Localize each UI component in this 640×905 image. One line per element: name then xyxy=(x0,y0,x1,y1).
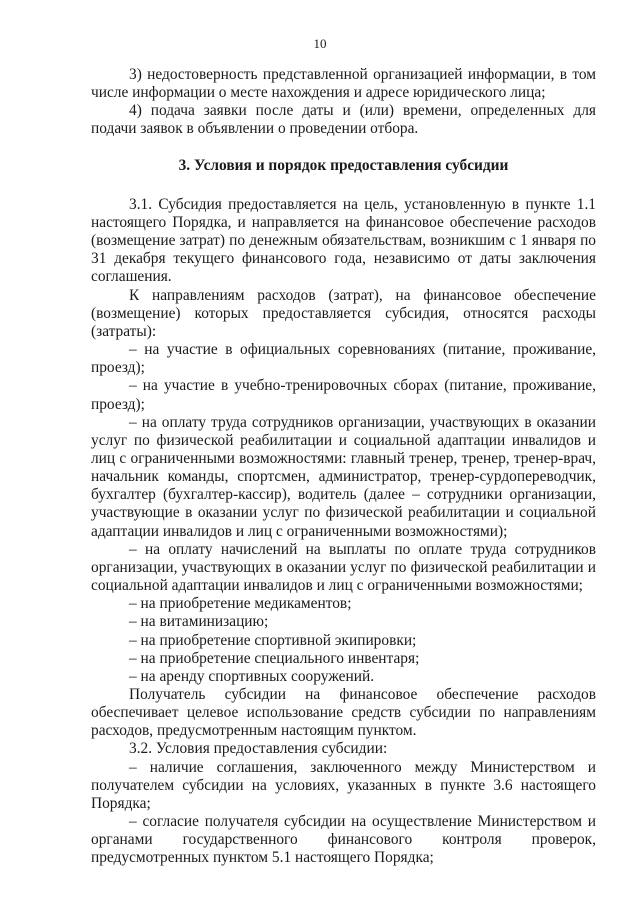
list-item-competitions: – на участие в официальных соревнованиях (питание, проживание, проезд); xyxy=(91,341,596,377)
paragraph-item-4: 4) подача заявки после даты и (или) времени, определенных для подачи заявок в объявлении о проведении отбора. xyxy=(91,102,596,138)
document-body xyxy=(91,66,596,868)
list-item-consent: – согласие получателя субсидии на осуществление Министерством и органами государственного финансового контроля проверок, предусмотренных пунктом 5.1 настоящего Порядка; xyxy=(91,813,596,867)
list-item-staff-salary: – на оплату труда сотрудников организации, участвующих в оказании услуг по физической реабилитации и социальной адаптации инвалидов и лиц с ограниченными возможностями: главный тренер, тренер, тренер-врач, начальник команды, спортсмен, администратор, тренер-сурдопереводчик, бухгалтер (бухгалтер-кассир), водитель (далее – сотрудники организации, участвующие в оказании услуг по физической реабилитации и социальной адаптации инвалидов и лиц с ограниченными возможностями); xyxy=(91,413,596,540)
list-item-medicines: – на приобретение медикаментов; xyxy=(129,595,352,613)
paragraph-item-3: 3) недостоверность представленной организацией информации, в том числе информации о месте нахождения и адресе юридического лица; xyxy=(91,66,596,102)
list-item-special-inventory: – на приобретение специального инвентаря; xyxy=(129,649,420,667)
paragraph-expense-directions: К направлениям расходов (затрат), на финансовое обеспечение (возмещение) которых предоставляется субсидия, относятся расходы (затраты): xyxy=(91,286,596,340)
list-item-training-camps: – на участие в учебно-тренировочных сборах (питание, проживание, проезд); xyxy=(91,377,596,413)
page-number: 10 xyxy=(313,36,327,51)
paragraph-target-use: Получатель субсидии на финансовое обеспечение расходов обеспечивает целевое использование средств субсидии по направлениям расходов, предусмотренным настоящим пунктом. xyxy=(91,686,596,740)
list-item-salary-accruals: – на оплату начислений на выплаты по оплате труда сотрудников организации, участвующих в оказании услуг по физической реабилитации и социальной адаптации инвалидов и лиц с ограниченными возможностями; xyxy=(91,540,596,595)
list-item-vitamins: – на витаминизацию; xyxy=(129,613,269,631)
paragraph-3-2: 3.2. Условия предоставления субсидии: xyxy=(129,740,388,758)
section-heading: 3. Условия и порядок предоставления субсидии xyxy=(178,156,509,174)
paragraph-3-1: 3.1. Субсидия предоставляется на цель, установленную в пункте 1.1 настоящего Порядка, и направляется на финансовое обеспечение расходов (возмещение затрат) по денежным обязательствам, возникшим с 1 января по 31 декабря текущего финансового года, независимо от даты заключения соглашения. xyxy=(91,195,596,286)
list-item-sports-equipment: – на приобретение спортивной экипировки; xyxy=(129,631,417,649)
list-item-agreement: – наличие соглашения, заключенного между Министерством и получателем субсидии на условиях, указанных в пункте 3.6 настоящего Порядка; xyxy=(91,758,596,812)
list-item-facility-rent: – на аренду спортивных сооружений. xyxy=(129,667,375,685)
